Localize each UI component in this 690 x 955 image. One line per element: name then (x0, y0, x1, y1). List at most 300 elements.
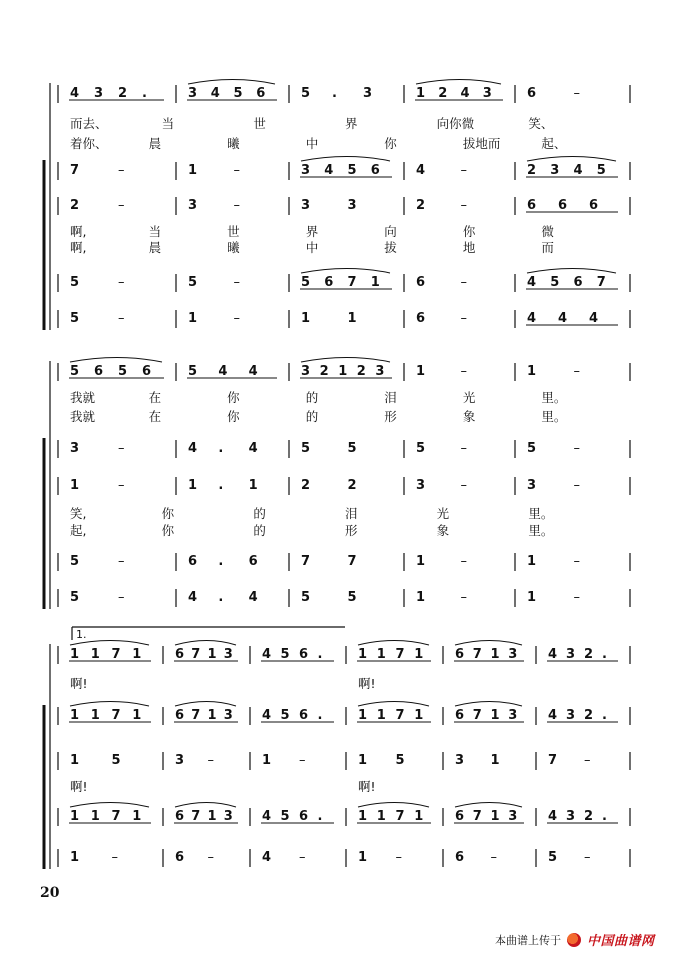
lyric-syllable: 你 (462, 224, 476, 239)
score-system-2 (44, 358, 630, 610)
note-digit: 4 (70, 86, 80, 101)
note-digit: 6 (455, 708, 465, 723)
note-digit: 1 (90, 647, 100, 662)
note-digit: 4 (248, 441, 258, 456)
lyric-syllable: 泪 (345, 506, 358, 521)
note-digit: 1 (70, 850, 80, 865)
measure (300, 358, 392, 380)
lyric-syllable: 界 (345, 116, 358, 131)
lyric-syllable: 世 (253, 116, 266, 131)
note-digit: 7 (395, 647, 405, 662)
note-digit: 7 (191, 708, 201, 723)
measure (300, 269, 392, 291)
note-digit: 2 (584, 708, 594, 723)
augmentation-dot: . (602, 647, 607, 662)
sustain-dash: – (460, 364, 467, 379)
lyric-row (70, 409, 566, 424)
note-digit: 6 (573, 275, 583, 290)
note-digit: 6 (175, 850, 185, 865)
measure (547, 708, 618, 723)
slur-arc (70, 641, 149, 646)
measure (301, 311, 357, 326)
measure (301, 86, 372, 101)
lyric-syllable: 而 (541, 240, 554, 255)
lyric-syllable: 里。 (541, 409, 567, 424)
note-digit: 1 (416, 364, 426, 379)
slur-arc (455, 702, 522, 707)
note-digit: 1 (358, 708, 368, 723)
notation-row (58, 553, 630, 571)
measure (70, 275, 125, 290)
note-digit: 5 (301, 590, 311, 605)
music-site-logo-icon (567, 933, 581, 947)
note-digit: 5 (550, 275, 560, 290)
measure (70, 478, 125, 493)
note-digit: 5 (301, 275, 311, 290)
lyric-row (70, 506, 553, 521)
measure (526, 311, 618, 326)
sustain-dash: – (460, 198, 467, 213)
notation-row (58, 440, 630, 458)
measure (300, 157, 392, 179)
note-digit: 2 (527, 163, 537, 178)
sustain-dash: – (584, 850, 591, 865)
measure (548, 753, 591, 768)
measure (547, 809, 618, 824)
notation-row (58, 641, 630, 665)
lyric-syllable: 中 (305, 136, 319, 151)
note-digit: 1 (376, 809, 386, 824)
volta-label: 1. (76, 628, 87, 641)
notation-row (58, 310, 630, 328)
augmentation-dot: . (332, 86, 337, 101)
lyric-syllable: 的 (305, 409, 319, 424)
note-digit: 1 (188, 478, 198, 493)
measure (416, 364, 467, 379)
note-digit: 5 (70, 554, 80, 569)
note-digit: 3 (363, 86, 373, 101)
measure (188, 198, 240, 213)
note-digit: 3 (301, 198, 311, 213)
lyric-syllable: 的 (253, 506, 266, 521)
lyric-syllable: 你 (227, 390, 240, 405)
note-digit: 1 (414, 809, 424, 824)
lyric-syllable: 界 (305, 224, 319, 239)
notation-row (58, 589, 630, 607)
note-digit: 1 (527, 554, 537, 569)
sustain-dash: – (118, 163, 125, 178)
note-digit: 6 (299, 708, 309, 723)
lyric-syllable: 泪 (384, 390, 397, 405)
lyric-syllable: 在 (148, 390, 162, 405)
lyric-row (70, 136, 566, 151)
sustain-dash: – (118, 198, 125, 213)
lyric-syllable: 向 (384, 224, 397, 239)
lyric-syllable: 我就 (70, 390, 96, 405)
note-digit: 2 (301, 478, 311, 493)
sustain-dash: – (207, 850, 214, 865)
augmentation-dot: . (218, 554, 224, 569)
measure (416, 198, 467, 213)
lyric-row (70, 240, 554, 255)
note-digit: 3 (223, 708, 233, 723)
measure (69, 86, 164, 101)
augmentation-dot: . (218, 478, 224, 493)
sustain-dash: – (118, 275, 125, 290)
note-digit: 1 (132, 708, 142, 723)
note-digit: 7 (347, 554, 357, 569)
notation-row (58, 477, 630, 495)
note-digit: 1 (358, 809, 368, 824)
sustain-dash: – (584, 753, 591, 768)
slur-arc (416, 80, 501, 85)
sustain-dash: – (460, 478, 467, 493)
lyric-syllable: 向你微 (436, 116, 475, 131)
slur-arc (455, 641, 522, 646)
note-digit: 3 (566, 708, 576, 723)
note-digit: 1 (490, 647, 500, 662)
lyric-syllable: 起, (70, 523, 87, 538)
note-digit: 1 (70, 647, 80, 662)
note-digit: 1 (490, 753, 500, 768)
slur-arc (358, 641, 429, 646)
measure (175, 850, 214, 865)
lyric-syllable: 啊! (70, 676, 88, 691)
lyric-row (70, 224, 554, 239)
note-digit: 3 (566, 647, 576, 662)
measure (527, 364, 580, 379)
note-digit: 1 (248, 478, 258, 493)
sustain-dash: – (460, 311, 467, 326)
lyric-syllable: 微 (541, 224, 554, 239)
notation-row (58, 269, 630, 293)
measure (527, 441, 580, 456)
measure (416, 554, 467, 569)
note-digit: 5 (596, 163, 606, 178)
note-digit: 5 (301, 441, 311, 456)
note-digit: 4 (324, 163, 334, 178)
slur-arc (301, 269, 390, 274)
note-digit: 3 (416, 478, 426, 493)
note-digit: 7 (191, 809, 201, 824)
note-digit: 1 (90, 809, 100, 824)
measure (416, 478, 467, 493)
note-digit: 3 (347, 198, 357, 213)
note-digit: 1 (416, 590, 426, 605)
measure (261, 647, 334, 662)
measure (454, 641, 524, 663)
lyric-syllable: 啊! (70, 779, 88, 794)
measure (415, 80, 503, 102)
lyric-syllable: 你 (227, 409, 240, 424)
lyric-syllable: 而去、 (70, 116, 108, 131)
note-digit: 6 (299, 647, 309, 662)
slur-arc (527, 157, 616, 162)
lyric-syllable: 你 (161, 523, 175, 538)
notation-row (58, 803, 630, 827)
note-digit: 5 (301, 86, 311, 101)
sustain-dash: – (573, 441, 580, 456)
measure (454, 702, 524, 724)
note-digit: 5 (70, 590, 80, 605)
note-digit: 6 (94, 364, 104, 379)
page-number: 20 (40, 885, 60, 901)
notation-row (58, 157, 630, 181)
lyric-syllable: 着你、 (70, 136, 108, 151)
note-digit: 6 (142, 364, 152, 379)
note-digit: 1 (338, 364, 348, 379)
note-digit: 5 (280, 647, 290, 662)
measure (416, 590, 467, 605)
note-digit: 2 (319, 364, 329, 379)
slur-arc (301, 358, 390, 363)
note-digit: 1 (132, 647, 142, 662)
measure (261, 809, 334, 824)
slur-arc (455, 803, 522, 808)
note-digit: 6 (455, 850, 465, 865)
note-digit: 6 (256, 86, 266, 101)
sustain-dash: – (573, 590, 580, 605)
note-digit: 7 (395, 809, 405, 824)
measure (526, 198, 618, 213)
score-system-1 (44, 80, 630, 331)
note-digit: 4 (573, 163, 583, 178)
lyric-row (70, 676, 376, 691)
note-digit: 6 (188, 554, 198, 569)
measure (416, 163, 467, 178)
augmentation-dot: . (317, 708, 323, 723)
note-digit: 3 (566, 809, 576, 824)
note-digit: 5 (548, 850, 558, 865)
augmentation-dot: . (602, 809, 607, 824)
note-digit: 2 (356, 364, 366, 379)
site-footer (495, 930, 655, 949)
measure (358, 753, 405, 768)
notation-row (58, 80, 630, 104)
note-digit: 1 (207, 647, 217, 662)
note-digit: 6 (589, 198, 599, 213)
sustain-dash: – (460, 163, 467, 178)
sustain-dash: – (395, 850, 402, 865)
note-digit: 5 (416, 441, 426, 456)
lyric-row (70, 116, 553, 131)
note-digit: 1 (358, 647, 368, 662)
note-digit: 1 (490, 809, 500, 824)
lyric-syllable: 里。 (528, 523, 554, 538)
sustain-dash: – (460, 275, 467, 290)
lyric-syllable: 光 (436, 506, 450, 521)
slur-arc (175, 803, 236, 808)
note-digit: 3 (223, 809, 233, 824)
note-digit: 5 (111, 753, 121, 768)
note-digit: 5 (118, 364, 128, 379)
measure (175, 753, 214, 768)
note-digit: 1 (207, 708, 217, 723)
note-digit: 6 (324, 275, 334, 290)
measure (188, 163, 240, 178)
lyric-syllable: 的 (253, 523, 266, 538)
note-digit: 6 (527, 198, 537, 213)
measure (70, 198, 125, 213)
sustain-dash: – (573, 478, 580, 493)
measure (416, 275, 467, 290)
measure (455, 850, 497, 865)
sustain-dash: – (111, 850, 118, 865)
slur-arc (70, 803, 149, 808)
note-digit: 3 (175, 753, 185, 768)
note-digit: 5 (70, 311, 80, 326)
lyric-syllable: 在 (148, 409, 162, 424)
sustain-dash: – (299, 850, 306, 865)
augmentation-dot: . (317, 647, 323, 662)
measure (70, 554, 125, 569)
sustain-dash: – (460, 441, 467, 456)
measure (455, 753, 500, 768)
slur-arc (527, 269, 616, 274)
lyric-syllable: 笑, (70, 506, 87, 521)
note-digit: 7 (472, 708, 482, 723)
note-digit: 4 (548, 708, 558, 723)
lyric-syllable: 光 (462, 390, 476, 405)
lyric-syllable: 起、 (541, 136, 567, 151)
note-digit: 7 (395, 708, 405, 723)
note-digit: 4 (188, 441, 198, 456)
lyric-row (70, 779, 376, 794)
sustain-dash: – (460, 554, 467, 569)
measure (69, 803, 151, 825)
note-digit: 4 (262, 647, 272, 662)
augmentation-dot: . (317, 809, 323, 824)
augmentation-dot: . (218, 590, 224, 605)
measure (188, 441, 258, 456)
measure (188, 554, 258, 569)
measure (261, 708, 334, 723)
slur-arc (175, 702, 236, 707)
measure (174, 702, 238, 724)
note-digit: 4 (548, 809, 558, 824)
lyric-syllable: 啊, (70, 224, 87, 239)
note-digit: 6 (299, 809, 309, 824)
measure (357, 641, 431, 663)
note-digit: 5 (527, 441, 537, 456)
measure (416, 311, 467, 326)
note-digit: 1 (414, 647, 424, 662)
measure (301, 478, 357, 493)
note-digit: 4 (527, 275, 537, 290)
note-digit: 3 (508, 647, 518, 662)
note-digit: 4 (262, 850, 272, 865)
slur-arc (358, 803, 429, 808)
note-digit: 5 (280, 809, 290, 824)
measure (547, 647, 618, 662)
lyric-syllable: 象 (462, 409, 476, 424)
note-digit: 3 (188, 198, 198, 213)
note-digit: 4 (210, 86, 220, 101)
note-digit: 3 (508, 809, 518, 824)
note-digit: 4 (262, 809, 272, 824)
note-digit: 1 (70, 478, 80, 493)
measure (69, 641, 151, 663)
note-digit: 4 (460, 86, 470, 101)
lyric-syllable: 拔 (384, 240, 397, 255)
note-digit: 2 (118, 86, 128, 101)
note-digit: 2 (584, 647, 594, 662)
measure (301, 198, 357, 213)
lyric-syllable: 里。 (528, 506, 554, 521)
note-digit: 1 (358, 850, 368, 865)
measure (70, 311, 125, 326)
augmentation-dot: . (218, 441, 224, 456)
note-digit: 5 (233, 86, 243, 101)
measure (527, 554, 580, 569)
sustain-dash: – (118, 441, 125, 456)
note-digit: 1 (358, 753, 368, 768)
sustain-dash: – (490, 850, 497, 865)
note-digit: 3 (455, 753, 465, 768)
note-digit: 5 (347, 163, 357, 178)
slur-arc (301, 157, 390, 162)
measure (188, 590, 258, 605)
note-digit: 1 (132, 809, 142, 824)
sustain-dash: – (118, 311, 125, 326)
lyric-syllable: 象 (436, 523, 450, 538)
notation-row (58, 752, 630, 770)
note-digit: 4 (527, 311, 537, 326)
measure (188, 275, 240, 290)
sustain-dash: – (573, 86, 580, 101)
note-digit: 1 (70, 708, 80, 723)
note-digit: 5 (70, 364, 80, 379)
sustain-dash: – (118, 478, 125, 493)
sustain-dash: – (233, 198, 240, 213)
lyric-syllable: 曦 (227, 136, 240, 151)
sustain-dash: – (207, 753, 214, 768)
measure (188, 311, 240, 326)
site-brand-name[interactable]: 中国曲谱网 (587, 934, 655, 949)
lyric-syllable: 地 (462, 240, 476, 255)
measure (70, 163, 125, 178)
lyric-syllable: 啊! (358, 779, 376, 794)
lyric-syllable: 的 (305, 390, 319, 405)
lyric-syllable: 拔地而 (462, 136, 501, 151)
note-digit: 5 (347, 441, 357, 456)
note-digit: 3 (375, 364, 385, 379)
lyric-syllable: 里。 (541, 390, 567, 405)
measure (526, 157, 618, 179)
note-digit: 3 (301, 364, 311, 379)
note-digit: 4 (416, 163, 426, 178)
note-digit: 4 (548, 647, 558, 662)
note-digit: 5 (188, 275, 198, 290)
note-digit: 7 (472, 809, 482, 824)
lyric-row (70, 523, 553, 538)
note-digit: 1 (188, 311, 198, 326)
sustain-dash: – (460, 590, 467, 605)
measure (188, 478, 258, 493)
note-digit: 1 (70, 809, 80, 824)
notation-row (58, 702, 630, 726)
note-digit: 1 (207, 809, 217, 824)
note-digit: 1 (416, 86, 426, 101)
note-digit: 5 (280, 708, 290, 723)
lyric-row (70, 390, 566, 405)
lyric-syllable: 中 (305, 240, 319, 255)
measure (174, 641, 238, 663)
note-digit: 6 (416, 311, 426, 326)
note-digit: 1 (262, 753, 272, 768)
note-digit: 5 (188, 364, 198, 379)
note-digit: 5 (347, 590, 357, 605)
